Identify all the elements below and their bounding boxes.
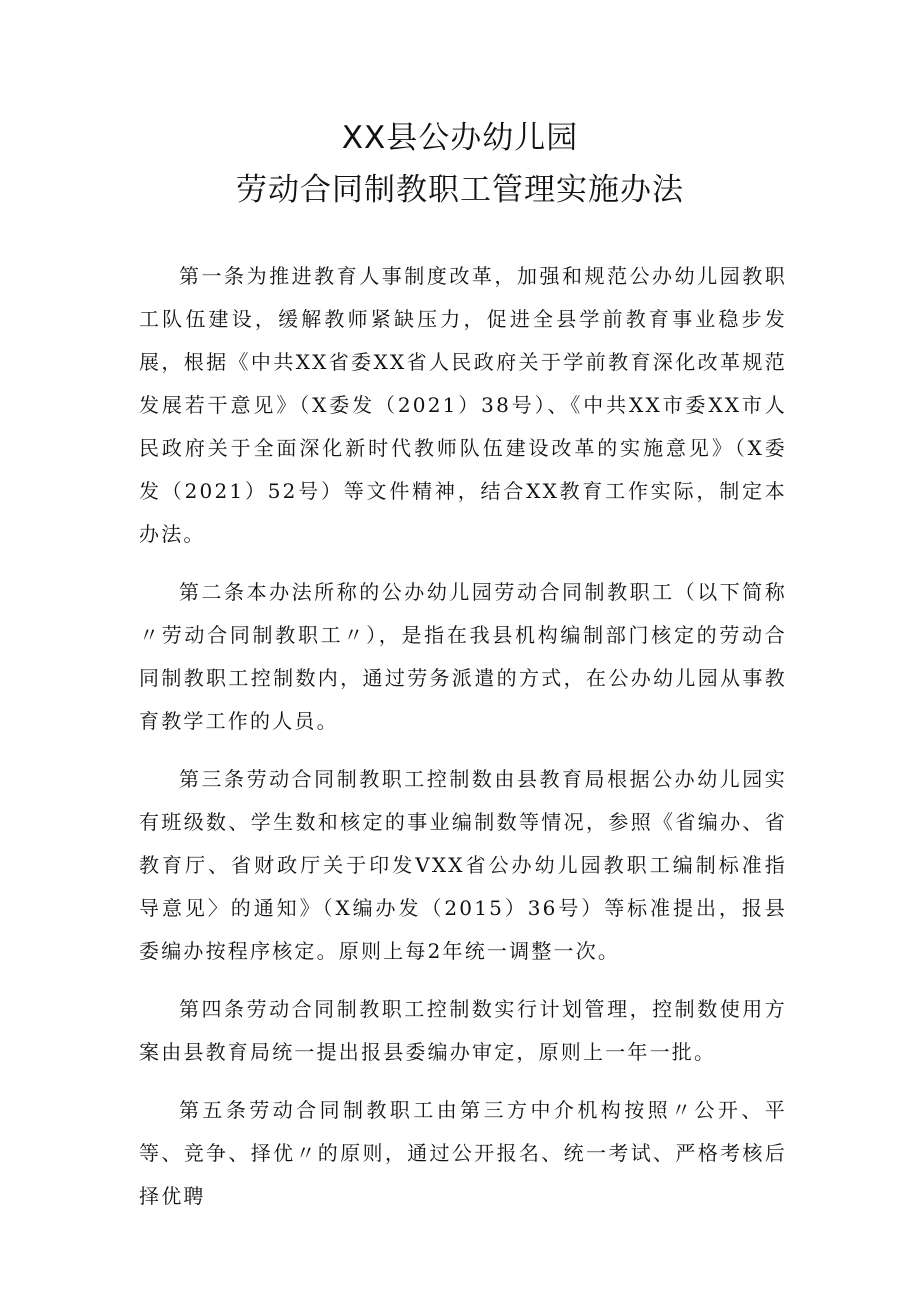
article-5-paragraph: 第五条劳动合同制教职工由第三方中介机构按照〃公开、平等、竞争、择优〃的原则，通过公开报名、统一考试、严格考核后择优聘 xyxy=(139,1098,787,1208)
article-1-paragraph: 第一条为推进教育人事制度改革，加强和规范公办幼儿园教职工队伍建设，缓解教师紧缺压力，促进全县学前教育事业稳步发展，根据《中共XX省委XX省人民政府关于学前教育深化改革规范发展若干意见》（X委发（2021）38号）、《中共XX市委XX市人民政府关于全面深化新时代教师队伍建设改革的实施意见》（X委发（2021）52号）等文件精神，结合XX教育工作实际，制定本办法。 xyxy=(139,264,787,546)
document-title xyxy=(0,112,920,216)
document-body xyxy=(139,255,787,1233)
article-4-paragraph: 第四条劳动合同制教职工控制数实行计划管理，控制数使用方案由县教育局统一提出报县委编办审定，原则上一年一批。 xyxy=(139,997,787,1064)
article-2-paragraph: 第二条本办法所称的公办幼儿园劳动合同制教职工（以下简称〃劳动合同制教职工〃），是指在我县机构编制部门核定的劳动合同制教职工控制数内，通过劳务派遣的方式，在公办幼儿园从事教育教学工作的人员。 xyxy=(139,580,787,733)
title-line-1: XX县公办幼儿园 xyxy=(341,120,579,156)
title-line-2: 劳动合同制教职工管理实施办法 xyxy=(236,172,684,208)
article-3-paragraph: 第三条劳动合同制教职工控制数由县教育局根据公办幼儿园实有班级数、学生数和核定的事业编制数等情况，参照《省编办、省教育厅、省财政厅关于印发VXX省公办幼儿园教职工编制标准指导意见〉的通知》（X编办发（2015）36号）等标准提出，报县委编办按程序核定。原则上每2年统一调整一次。 xyxy=(139,767,787,963)
